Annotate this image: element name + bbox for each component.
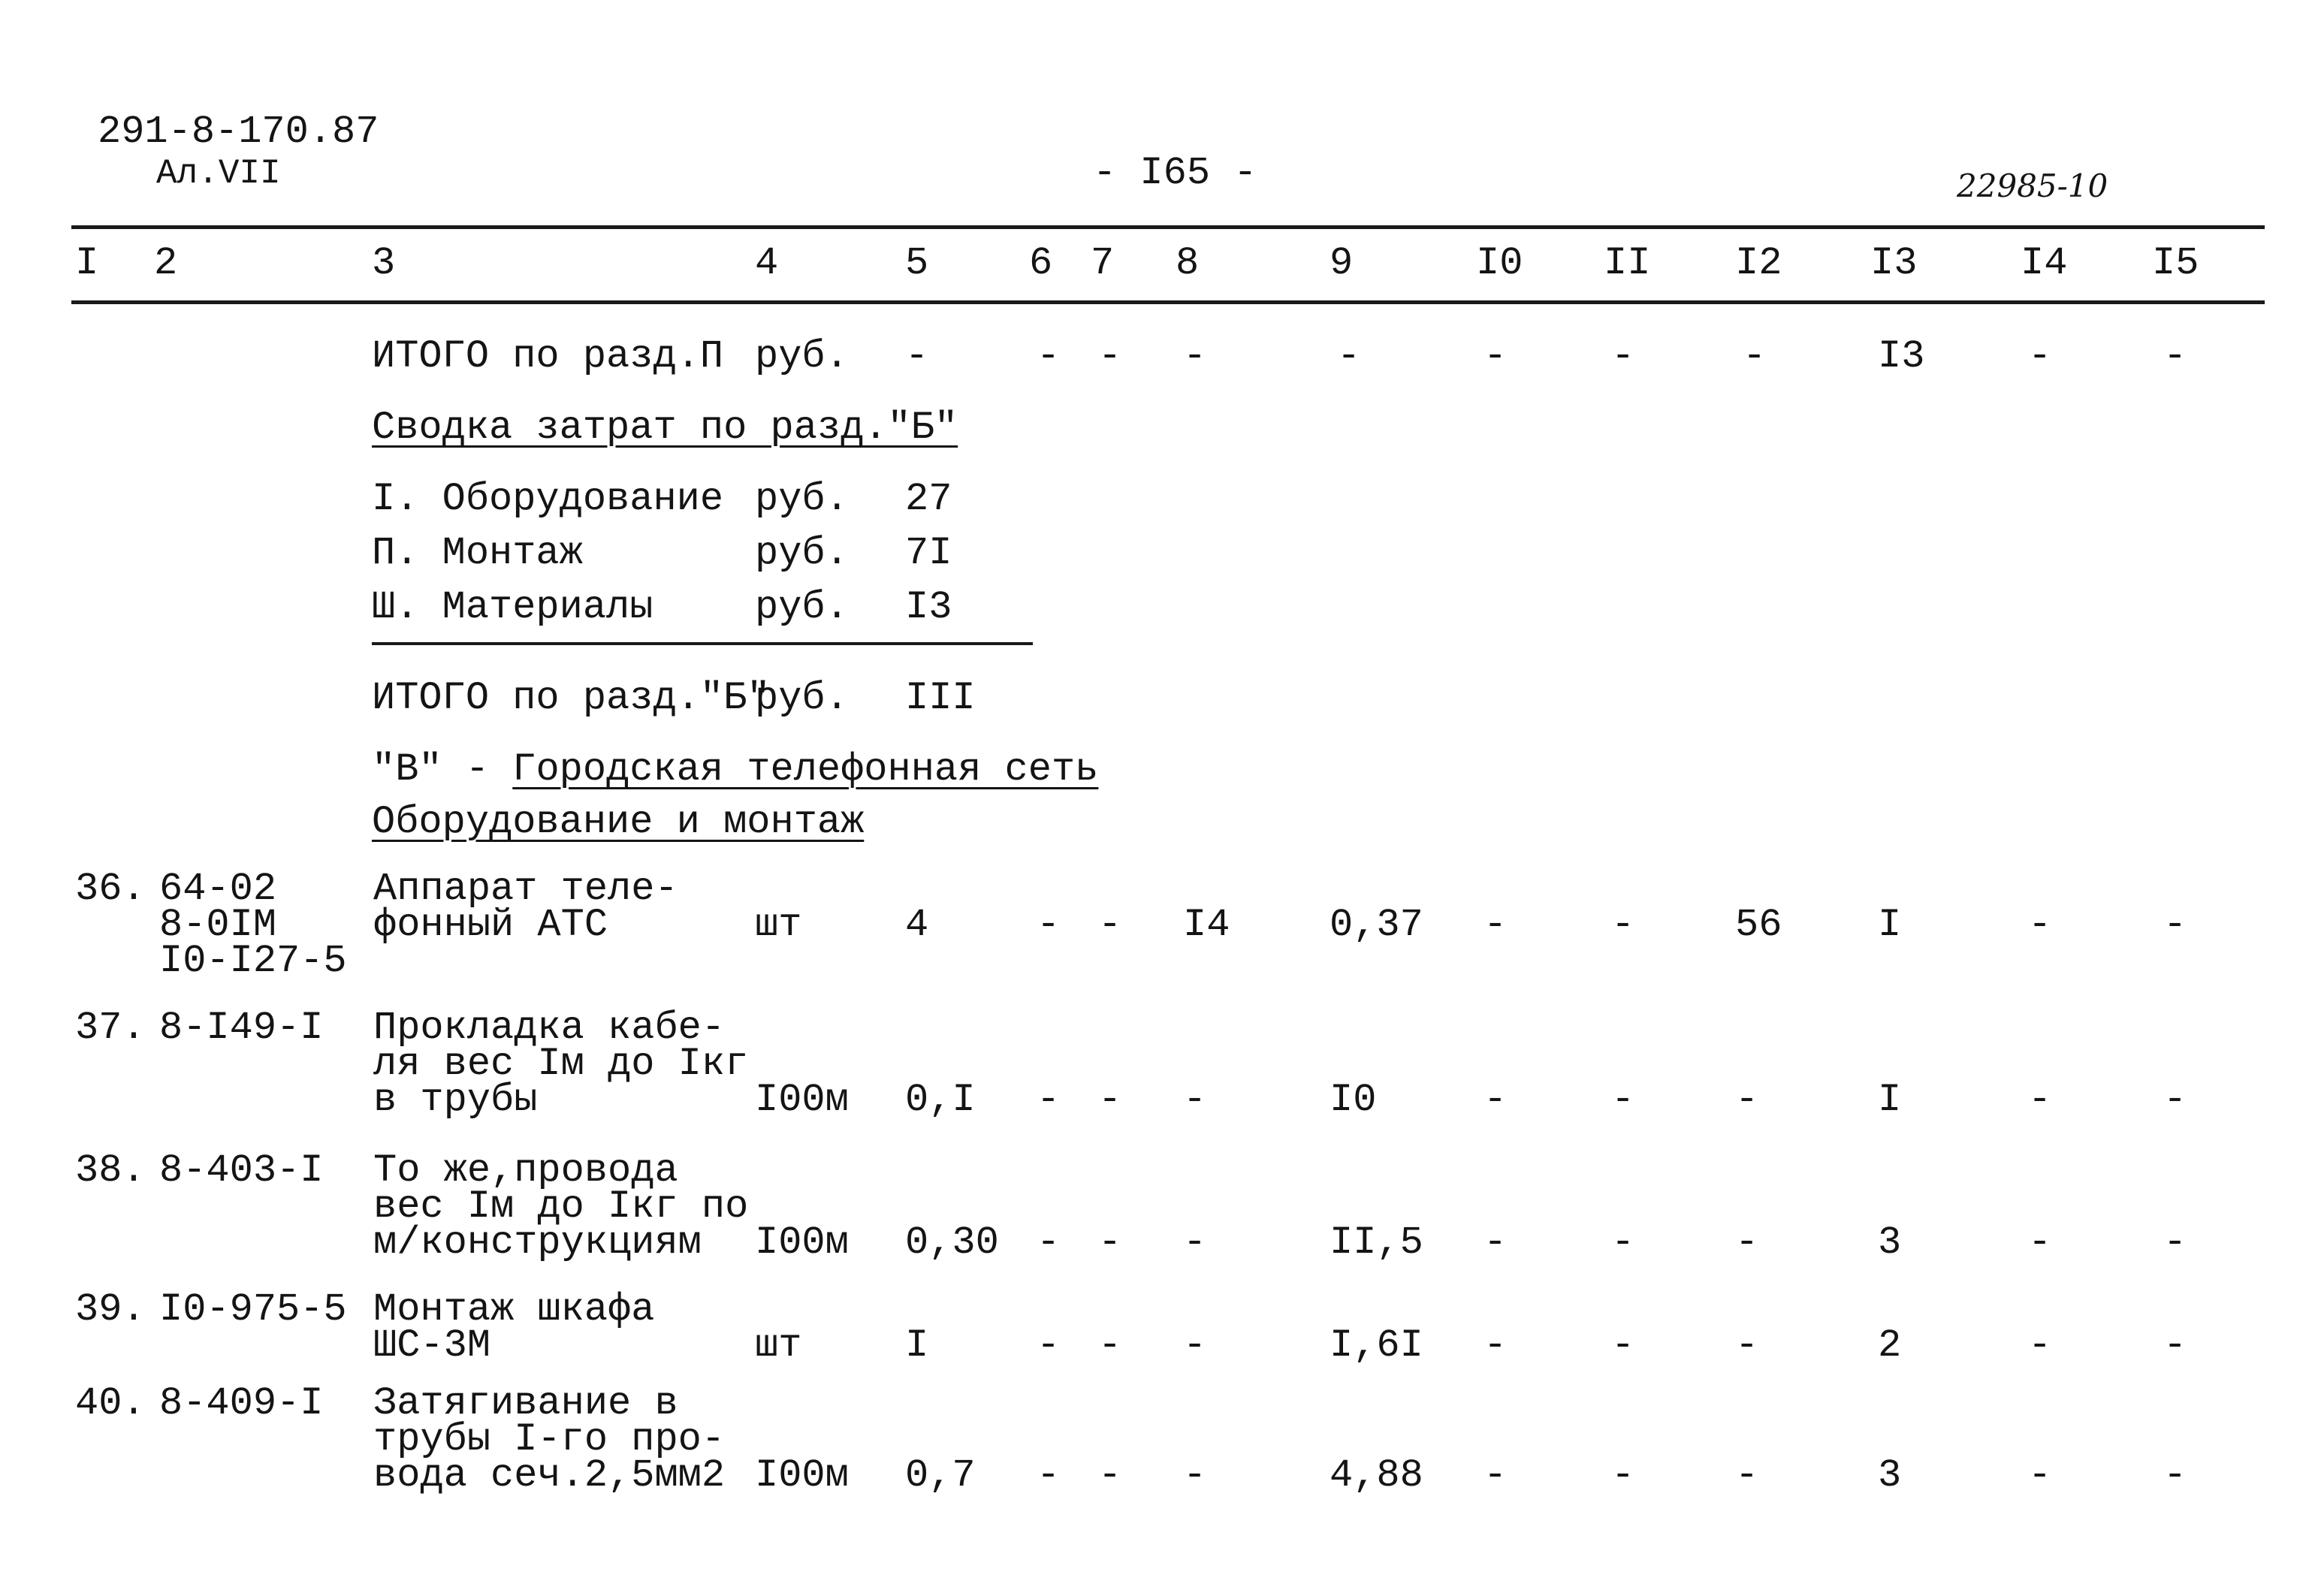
itogo-II-label: ИТОГО по разд.П	[372, 334, 724, 379]
row-col8: -	[1183, 1078, 1207, 1122]
row-col9: I0	[1330, 1078, 1377, 1122]
row-col7: -	[1098, 1078, 1122, 1122]
row-col13: I	[1878, 903, 1902, 947]
section-v-title: Городская телефонная сеть	[512, 747, 1099, 792]
column-header: I3	[1870, 241, 1918, 285]
row-col14: -	[2028, 1078, 2052, 1122]
row-unit: I00м	[755, 1453, 849, 1498]
row-col13: 2	[1878, 1323, 1902, 1368]
column-header-bottom-rule	[71, 300, 2265, 304]
row-number: 37.	[75, 1006, 146, 1050]
row-col11: -	[1611, 903, 1635, 947]
row-unit: I00м	[755, 1220, 849, 1265]
section-v-prefix: "В" -	[372, 747, 513, 792]
row-unit: шт	[755, 903, 802, 947]
row-col10: -	[1484, 1453, 1508, 1498]
row-code-line: I0-I27-5	[159, 939, 347, 983]
row-col6: -	[1037, 1078, 1061, 1122]
column-header: II	[1604, 241, 1651, 285]
row-name-line: Аппарат теле-	[373, 867, 678, 911]
summary-total-rule	[372, 642, 1033, 645]
document-code: 291-8-170.87	[98, 110, 379, 154]
row-col6: -	[1037, 903, 1061, 947]
itogo-II-c13: I3	[1878, 334, 1925, 379]
row-name-line: в трубы	[373, 1078, 538, 1122]
row-code-line: 8-I49-I	[159, 1006, 324, 1050]
row-quantity: 4	[905, 903, 929, 947]
row-col8: I4	[1183, 903, 1230, 947]
row-col15: -	[2163, 1453, 2187, 1498]
summary-item-value: I3	[905, 585, 952, 629]
row-col8: -	[1183, 1323, 1207, 1368]
summary-heading: Сводка затрат по разд."Б"	[372, 406, 958, 450]
itogo-II-unit: руб.	[755, 334, 849, 379]
row-col10: -	[1484, 1078, 1508, 1122]
row-col13: 3	[1878, 1220, 1902, 1265]
row-code-line: 8-403-I	[159, 1148, 324, 1193]
itogo-II-c6: -	[1037, 334, 1061, 379]
row-name-line: То же,провода	[373, 1148, 678, 1193]
summary-item-value: 27	[905, 477, 952, 521]
itogo-II-c10: -	[1484, 334, 1508, 379]
row-name-line: фонный АТС	[373, 903, 608, 947]
summary-item-unit: руб.	[755, 477, 849, 521]
row-col12: -	[1735, 1220, 1759, 1265]
row-col9: 0,37	[1330, 903, 1423, 947]
row-col6: -	[1037, 1220, 1061, 1265]
row-col14: -	[2028, 1323, 2052, 1368]
row-col7: -	[1098, 1323, 1122, 1368]
row-unit: шт	[755, 1323, 802, 1368]
row-number: 38.	[75, 1148, 146, 1193]
row-col6: -	[1037, 1453, 1061, 1498]
row-col11: -	[1611, 1078, 1635, 1122]
column-header: 7	[1091, 241, 1115, 285]
itogo-II-c11: -	[1611, 334, 1635, 379]
row-col7: -	[1098, 1453, 1122, 1498]
summary-item-value: 7I	[905, 531, 952, 575]
row-col12: 56	[1735, 903, 1782, 947]
row-col15: -	[2163, 1220, 2187, 1265]
row-name-line: вода сеч.2,5мм2	[373, 1453, 726, 1498]
itogo-II-c15: -	[2163, 334, 2187, 379]
summary-item-unit: руб.	[755, 531, 849, 575]
column-header: 4	[755, 241, 779, 285]
column-header: I	[75, 241, 99, 285]
column-header: I4	[2021, 241, 2068, 285]
row-col14: -	[2028, 1453, 2052, 1498]
row-col10: -	[1484, 1220, 1508, 1265]
summary-total-label: ИТОГО по разд."Б"	[372, 676, 771, 720]
row-col8: -	[1183, 1220, 1207, 1265]
row-code-line: 64-02	[159, 867, 277, 911]
row-col15: -	[2163, 1078, 2187, 1122]
row-name-line: м/конструкциям	[373, 1220, 702, 1265]
row-col8: -	[1183, 1453, 1207, 1498]
row-col9: I,6I	[1330, 1323, 1423, 1368]
row-col11: -	[1611, 1453, 1635, 1498]
column-header: I5	[2152, 241, 2199, 285]
summary-item-label: П. Монтаж	[372, 531, 583, 575]
row-name-line: Монтаж шкафа	[373, 1287, 655, 1332]
row-col10: -	[1484, 903, 1508, 947]
row-col15: -	[2163, 1323, 2187, 1368]
row-code-line: 8-0IM	[159, 903, 277, 947]
itogo-II-c12: -	[1743, 334, 1767, 379]
row-name-line: вес Iм до Iкг по	[373, 1184, 749, 1229]
row-col13: I	[1878, 1078, 1902, 1122]
row-name-line: Затягивание в	[373, 1381, 678, 1426]
column-header: 5	[905, 241, 929, 285]
itogo-II-c14: -	[2028, 334, 2052, 379]
album-label: Ал.VII	[156, 154, 281, 193]
column-header: I0	[1476, 241, 1523, 285]
column-header: 8	[1176, 241, 1200, 285]
row-col14: -	[2028, 903, 2052, 947]
section-v-heading	[372, 747, 1099, 792]
row-name-line: трубы I-го про-	[373, 1417, 726, 1462]
row-col11: -	[1611, 1323, 1635, 1368]
itogo-II-c5: -	[905, 334, 929, 379]
row-col7: -	[1098, 903, 1122, 947]
row-number: 40.	[75, 1381, 146, 1426]
table-top-rule	[71, 225, 2265, 229]
row-number: 39.	[75, 1287, 146, 1332]
row-name-line: ля вес Iм до Iкг	[373, 1042, 749, 1086]
row-col9: II,5	[1330, 1220, 1423, 1265]
row-code-line: I0-975-5	[159, 1287, 347, 1332]
row-col12: -	[1735, 1453, 1759, 1498]
itogo-II-c9: -	[1337, 334, 1361, 379]
summary-item-unit: руб.	[755, 585, 849, 629]
column-header: I2	[1735, 241, 1782, 285]
row-col11: -	[1611, 1220, 1635, 1265]
row-number: 36.	[75, 867, 146, 911]
row-name-line: ШС-3М	[373, 1323, 491, 1368]
row-quantity: 0,I	[905, 1078, 976, 1122]
row-col12: -	[1735, 1323, 1759, 1368]
row-col6: -	[1037, 1323, 1061, 1368]
row-unit: I00м	[755, 1078, 849, 1122]
row-col13: 3	[1878, 1453, 1902, 1498]
summary-item-label: I. Оборудование	[372, 477, 724, 521]
summary-total-value: III	[905, 676, 976, 720]
row-col9: 4,88	[1330, 1453, 1423, 1498]
column-header: 6	[1029, 241, 1053, 285]
row-name-line: Прокладка кабе-	[373, 1006, 726, 1050]
row-quantity: 0,30	[905, 1220, 999, 1265]
row-col7: -	[1098, 1220, 1122, 1265]
summary-item-label: Ш. Материалы	[372, 585, 653, 629]
row-code-line: 8-409-I	[159, 1381, 324, 1426]
itogo-II-c8: -	[1183, 334, 1207, 379]
page-number: - I65 -	[1093, 151, 1257, 195]
row-col14: -	[2028, 1220, 2052, 1265]
section-v-subtitle: Оборудование и монтаж	[372, 800, 865, 844]
row-col15: -	[2163, 903, 2187, 947]
column-header: 9	[1330, 241, 1354, 285]
row-quantity: 0,7	[905, 1453, 976, 1498]
summary-total-unit: руб.	[755, 676, 849, 720]
itogo-II-c7: -	[1098, 334, 1122, 379]
row-quantity: I	[905, 1323, 929, 1368]
row-col12: -	[1735, 1078, 1759, 1122]
row-col10: -	[1484, 1323, 1508, 1368]
column-header: 2	[154, 241, 178, 285]
handwritten-stamp: 22985-10	[1957, 167, 2108, 204]
column-header: 3	[372, 241, 396, 285]
